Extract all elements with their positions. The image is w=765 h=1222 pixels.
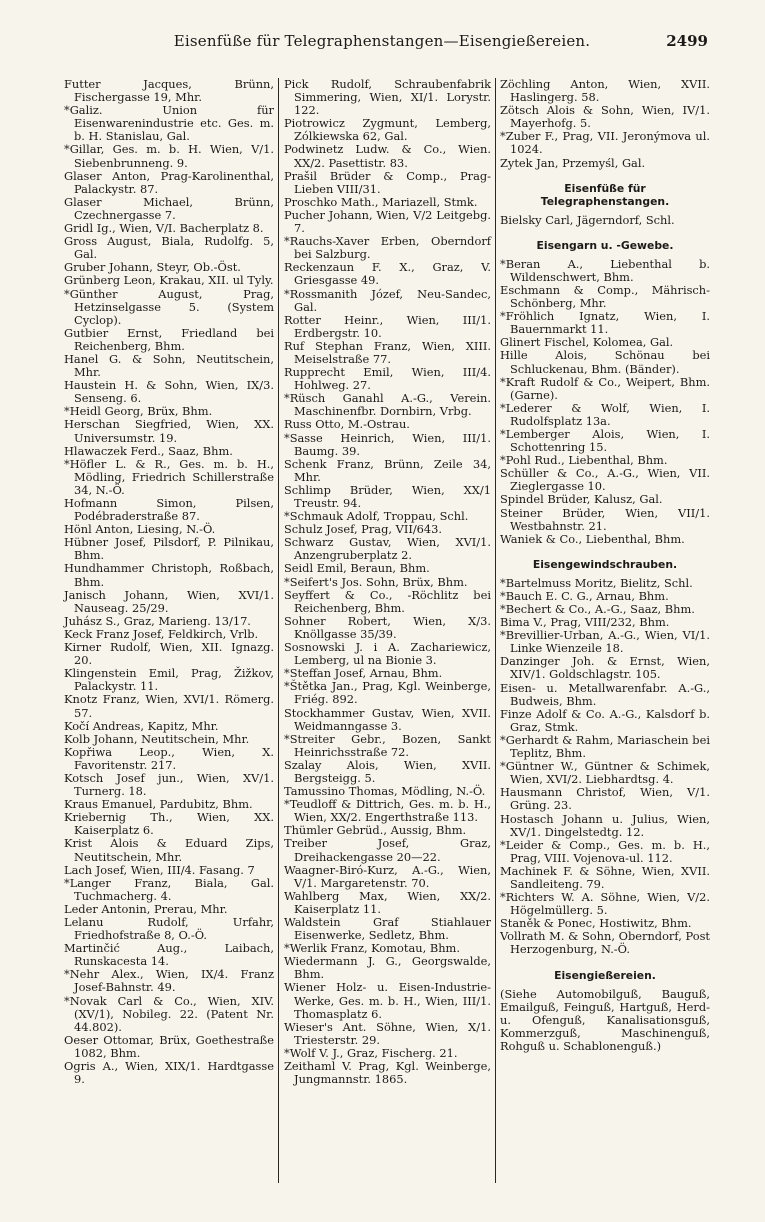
directory-entry: Reckenzaun F. X., Graz, V. Griesgasse 49. (284, 260, 491, 288)
directory-entry: Stockhammer Gustav, Wien, XVII. Weidmanngasse 3. (284, 705, 491, 733)
directory-entry: Steiner Brüder, Wien, VII/1. Westbahnstr. 21. (500, 505, 710, 533)
directory-entry: Martinčić Aug., Laibach, Runskacesta 14. (64, 941, 274, 969)
directory-entry: *Rüsch Ganahl A.-G., Verein. Maschinenfbr. Dornbirn, Vrbg. (284, 391, 491, 419)
directory-entry: *Rauchs-Xaver Erben, Oberndorf bei Salzburg. (284, 234, 491, 262)
directory-entry: Gross August, Biala, Rudolfg. 5, Gal. (64, 234, 274, 262)
directory-entry: Schenk Franz, Brünn, Zeile 34, Mhr. (284, 456, 491, 484)
directory-entry: Bielsky Carl, Jägerndorf, Schl. (500, 212, 675, 227)
page-title: Eisenfüße für Telegraphenstangen—Eisengießereien. (173, 32, 591, 50)
directory-entry: *Wolf V. J., Graz, Fischerg. 21. (284, 1045, 458, 1060)
directory-entry: *Galiz. Union für Eisenwarenindustrie etc. Ges. m. b. H. Stanislau, Gal. (64, 103, 274, 144)
directory-entry: *Rossmanith Józef, Neu-Sandec, Gal. (284, 286, 491, 314)
directory-entry: Ruf Stephan Franz, Wien, XIII. Meiselstraße 77. (284, 338, 491, 366)
directory-entry: Vollrath M. & Sohn, Oberndorf, Post Herzogenburg, N.-Ö. (500, 929, 710, 957)
directory-entry: Futter Jacques, Brünn, Fischergasse 19, Mhr. (64, 77, 274, 105)
directory-entry: Wieser's Ant. Söhne, Wien, X/1. Triesterstr. 29. (284, 1019, 491, 1047)
directory-entry: Tamussino Thomas, Mödling, N.-Ö. (284, 784, 486, 799)
directory-entry: *Gillar, Ges. m. b. H. Wien, V/1. Siebenbrunneng. 9. (64, 142, 274, 170)
section-heading: Eisengießereien. (554, 968, 656, 982)
directory-entry: *Werlik Franz, Komotau, Bhm. (284, 941, 460, 956)
directory-entry: Glaser Michael, Brünn, Czechnergasse 7. (64, 194, 274, 222)
directory-entry: Grünberg Leon, Krakau, XII. ul Tyly. (64, 273, 274, 288)
directory-entry: *Günther August, Prag, Hetzinselgasse 5. (System Cyclop). (64, 286, 274, 327)
directory-entry: Podwinetz Ludw. & Co., Wien. XX/2. Pasettistr. 83. (284, 142, 491, 170)
directory-entry: Machinek F. & Söhne, Wien, XVII. Sandleiteng. 79. (500, 863, 710, 891)
cross-reference-note: (Siehe Automobilguß, Bauguß, Emailguß, Feinguß, Hartguß, Herd- u. Ofenguß, Kanalisationsguß, Kommerzguß, Maschinenguß, Rohguß u. Schablonenguß.) (500, 986, 710, 1053)
directory-entry: *Štětka Jan., Prag, Kgl. Weinberge, Friég. 892. (284, 679, 491, 707)
directory-entry: Schwarz Gustav, Wien, XVI/1. Anzengruberplatz 2. (284, 535, 491, 563)
directory-entry: *Gerhardt & Rahm, Mariaschein bei Teplitz, Bhm. (500, 732, 710, 761)
directory-entry: *Richters W. A. Söhne, Wien, V/2. Högelmüllerg. 5. (500, 890, 710, 918)
directory-entry: *Bartelmuss Moritz, Bielitz, Schl. (500, 575, 693, 590)
directory-entry: Pick Rudolf, Schraubenfabrik Simmering, Wien, XI/1. Lorystr. 122. (284, 77, 491, 118)
directory-entry: Staněk & Ponec, Hostiwitz, Bhm. (500, 916, 692, 931)
directory-entry: Kraus Emanuel, Pardubitz, Bhm. (64, 797, 253, 812)
directory-entry: Krist Alois & Eduard Zips, Neutitschein, Mhr. (64, 836, 274, 864)
column-divider (495, 78, 496, 1183)
page-header (62, 32, 708, 56)
directory-entry: Schlimp Brüder, Wien, XX/1 Treustr. 94. (284, 482, 491, 510)
directory-entry: *Heidl Georg, Brüx, Bhm. (64, 404, 213, 419)
directory-entry: Thümler Gebrüd., Aussig, Bhm. (284, 823, 467, 838)
directory-entry: Knotz Franz, Wien, XVI/1. Römerg. 57. (64, 692, 274, 720)
directory-entry: Szalay Alois, Wien, XVII. Bergsteigg. 5. (284, 757, 491, 785)
directory-entry: *Beran A., Liebenthal b. Wildenschwert, Bhm. (500, 256, 710, 284)
directory-entry: Hostasch Johann u. Julius, Wien, XV/1. Dingelstedtg. 12. (500, 811, 710, 839)
directory-entry: Haustein H. & Sohn, Wien, IX/3. Senseng. 6. (64, 378, 274, 406)
directory-entry: *Zuber F., Prag, VII. Jeronýmova ul. 1024. (500, 129, 710, 157)
directory-entry: Kotsch Josef jun., Wien, XV/1. Turnerg. 18. (64, 770, 274, 799)
directory-entry: *Bechert & Co., A.-G., Saaz, Bhm. (500, 602, 695, 616)
directory-entry: Finze Adolf & Co. A.-G., Kalsdorf b. Graz, Stmk. (500, 706, 710, 734)
directory-entry: *Steffan Josef, Arnau, Bhm. (284, 666, 443, 681)
directory-entry: Sohner Robert, Wien, X/3. Knöllgasse 35/39. (284, 613, 491, 641)
directory-entry: Treiber Josef, Graz, Dreihackengasse 20—22. (284, 836, 491, 864)
directory-entry: Eisen- u. Metallwarenfabr. A.-G., Budweis, Bhm. (500, 680, 710, 708)
directory-entry: Gridl Ig., Wien, V/I. Bacherplatz 8. (64, 221, 264, 236)
directory-entry: *Novak Carl & Co., Wien, XIV. (XV/1), Nobileg. 22. (Patent Nr. 44.802). (64, 993, 274, 1034)
directory-entry: Prašil Brüder & Comp., Prag-Lieben VIII/31. (284, 168, 491, 196)
directory-entry: Kolb Johann, Neutitschein, Mhr. (64, 731, 250, 746)
directory-entry: Piotrowicz Zygmunt, Lemberg, Zólkiewska 62, Gal. (284, 116, 491, 144)
section-heading: Eisenfüße für Telegraphenstangen. (540, 181, 670, 208)
directory-entry: Hübner Josef, Pilsdorf, P. Pilnikau, Bhm. (64, 535, 274, 563)
directory-entry: Oeser Ottomar, Brüx, Goethestraße 1082, Bhm. (64, 1032, 274, 1060)
directory-entry: Sosnowski J. i A. Zachariewicz, Lemberg, ul na Bionie 3. (284, 640, 491, 668)
directory-entry: Janisch Johann, Wien, XVI/1. Nauseag. 25/29. (64, 587, 274, 615)
directory-entry: Waniek & Co., Liebenthal, Bhm. (500, 531, 685, 546)
directory-entry: Lach Josef, Wien, III/4. Fasang. 7 (64, 862, 255, 877)
directory-entry: *Fröhlich Ignatz, Wien, I. Bauernmarkt 11. (500, 309, 710, 337)
directory-entry: Ogris A., Wien, XIX/1. Hardtgasse 9. (64, 1059, 274, 1087)
directory-entry: Glinert Fischel, Kolomea, Gal. (500, 335, 674, 350)
directory-entry: Glaser Anton, Prag-Karolinenthal, Palackystr. 87. (64, 168, 274, 196)
directory-entry: Zeithaml V. Prag, Kgl. Weinberge, Jungmannstr. 1865. (284, 1059, 491, 1087)
column-right (500, 78, 710, 1053)
column-middle (284, 78, 491, 1086)
column-divider (278, 78, 279, 1183)
directory-entry: Bima V., Prag, VIII/232, Bhm. (500, 615, 670, 630)
directory-entry: Waldstein Graf Stiahlauer Eisenwerke, Sedletz, Bhm. (284, 915, 491, 943)
directory-entry: Hille Alois, Schönau bei Schluckenau, Bhm. (Bänder). (500, 348, 710, 376)
section-heading: Eisengarn u. -Gewebe. (536, 238, 674, 252)
directory-entry: Leder Antonin, Prerau, Mhr. (64, 901, 228, 916)
directory-entry: *Streiter Gebr., Bozen, Sankt Heinrichsstraße 72. (284, 731, 491, 759)
directory-entry: Juhász S., Graz, Marieng. 13/17. (64, 613, 251, 628)
directory-entry: *Pohl Rud., Liebenthal, Bhm. (500, 453, 668, 468)
directory-entry: Schulz Josef, Prag, VII/643. (284, 522, 443, 537)
directory-entry: *Sasse Heinrich, Wien, III/1. Baumg. 39. (284, 430, 491, 458)
directory-entry: Seidl Emil, Beraun, Bhm. (284, 561, 430, 576)
directory-entry: Rotter Heinr., Wien, III/1. Erdbergstr. 10. (284, 312, 491, 340)
page-number: 2499 (666, 32, 708, 50)
directory-entry: Klingenstein Emil, Prag, Žižkov, Palackystr. 11. (64, 666, 274, 694)
directory-entry: Rupprecht Emil, Wien, III/4. Hohlweg. 27. (284, 365, 491, 393)
section-heading: Eisengewindschrauben. (532, 557, 678, 571)
directory-entry: Danzinger Joh. & Ernst, Wien, XIV/1. Goldschlagstr. 105. (500, 654, 710, 682)
column-left (64, 78, 274, 1086)
directory-entry: Spindel Brüder, Kalusz, Gal. (500, 492, 663, 507)
directory-entry: Hausmann Christof, Wien, V/1. Grüng. 23. (500, 785, 710, 813)
directory-entry: Kočí Andreas, Kapitz, Mhr. (64, 718, 219, 733)
directory-entry: Seyffert & Co., -Röchlitz bei Reichenberg, Bhm. (284, 587, 491, 615)
directory-entry: Zytek Jan, Przemyśl, Gal. (500, 155, 646, 170)
directory-entry: Herschan Siegfried, Wien, XX. Universumstr. 19. (64, 417, 274, 445)
directory-entry: Proschko Math., Mariazell, Stmk. (284, 194, 478, 209)
directory-entry: *Nehr Alex., Wien, IX/4. Franz Josef-Bahnstr. 49. (64, 967, 274, 995)
directory-entry: Kirner Rudolf, Wien, XII. Ignazg. 20. (64, 640, 274, 668)
directory-entry: Kopřiwa Leop., Wien, X. Favoritenstr. 217. (64, 744, 274, 772)
directory-entry: Hundhammer Christoph, Roßbach, Bhm. (64, 561, 274, 589)
directory-entry: Keck Franz Josef, Feldkirch, Vrlb. (64, 626, 259, 641)
directory-entry: Zötsch Alois & Sohn, Wien, IV/1. Mayerhofg. 5. (500, 103, 710, 131)
directory-entry: *Lederer & Wolf, Wien, I. Rudolfsplatz 13a. (500, 400, 710, 428)
directory-entry: Lelanu Rudolf, Urfahr, Friedhofstraße 8, O.-Ö. (64, 915, 274, 943)
directory-entry: Hofmann Simon, Pilsen, Podébraderstraße 87. (64, 496, 274, 524)
directory-entry: Eschmann & Comp., Mährisch-Schönberg, Mhr. (500, 282, 710, 311)
directory-entry: *Schmauk Adolf, Troppau, Schl. (284, 509, 469, 524)
directory-entry: Hanel G. & Sohn, Neutitschein, Mhr. (64, 351, 274, 380)
directory-entry: Gruber Johann, Steyr, Ob.-Öst. (64, 260, 241, 275)
directory-entry: *Leider & Comp., Ges. m. b. H., Prag, VIII. Vojenova-ul. 112. (500, 837, 710, 865)
directory-entry: Wahlberg Max, Wien, XX/2. Kaiserplatz 11. (284, 888, 491, 916)
directory-entry: *Seifert's Jos. Sohn, Brüx, Bhm. (284, 574, 468, 589)
directory-entry: *Teudloff & Dittrich, Ges. m. b. H., Wien, XX/2. Engerthstraße 113. (284, 797, 491, 825)
directory-entry: Waagner-Biró-Kurz, A.-G., Wien, V/1. Margaretenstr. 70. (284, 862, 491, 890)
directory-entry: Wiener Holz- u. Eisen-Industrie-Werke, Ges. m. b. H., Wien, III/1. Thomasplatz 6. (284, 980, 491, 1021)
directory-entry: *Langer Franz, Biala, Gal. Tuchmacherg. 4. (64, 875, 274, 903)
directory-entry: *Lemberger Alois, Wien, I. Schottenring 15. (500, 426, 710, 455)
directory-entry: *Kraft Rudolf & Co., Weipert, Bhm. (Garne). (500, 374, 710, 402)
directory-entry: Gutbier Ernst, Friedland bei Reichenberg, Bhm. (64, 325, 274, 353)
directory-entry: Zöchling Anton, Wien, XVII. Haslingerg. 58. (500, 77, 710, 105)
directory-entry: Hönl Anton, Liesing, N.-Ö. (64, 522, 216, 537)
directory-entry: Russ Otto, M.-Ostrau. (284, 417, 410, 432)
directory-entry: *Güntner W., Güntner & Schimek, Wien, XVI/2. Liebhardtsg. 4. (500, 759, 710, 787)
directory-entry: Hlawaczek Ferd., Saaz, Bhm. (64, 443, 233, 458)
directory-entry: Pucher Johann, Wien, V/2 Leitgebg. 7. (284, 207, 491, 236)
directory-entry: Wiedermann J. G., Georgswalde, Bhm. (284, 954, 491, 982)
directory-entry: *Höfler L. & R., Ges. m. b. H., Mödling, Friedrich Schillerstraße 34, N.-Ö. (64, 456, 274, 497)
directory-entry: Kriebernig Th., Wien, XX. Kaiserplatz 6. (64, 810, 274, 838)
directory-entry: Schüller & Co., A.-G., Wien, VII. Zieglergasse 10. (500, 466, 710, 494)
directory-entry: *Bauch E. C. G., Arnau, Bhm. (500, 588, 669, 603)
directory-entry: *Brevillier-Urban, A.-G., Wien, VI/1. Linke Wienzeile 18. (500, 628, 710, 656)
